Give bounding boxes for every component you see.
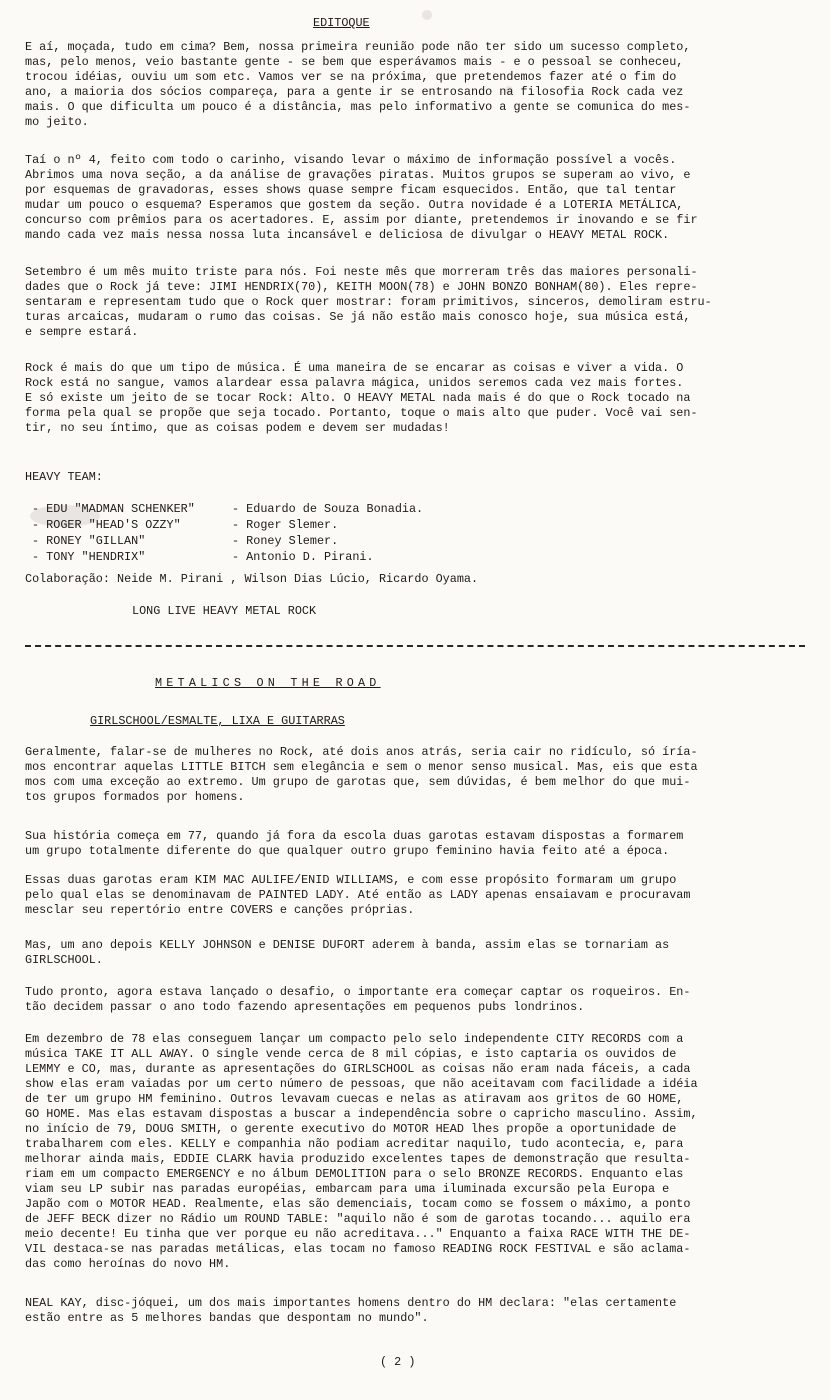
ink-smudge bbox=[422, 10, 432, 20]
article-paragraph: NEAL KAY, disc-jóquei, um dos mais importantes homens dentro do HM declara: "elas certamente estão entre as 5 melhores bandas que despontam no mundo". bbox=[25, 1296, 677, 1325]
editorial-paragraph: Taí o nº 4, feito com todo o carinho, visando levar o máximo de informação possível a vocês. Abrimos uma nova seção, a da análise de gravações piratas. Muitos grupos se superam ao vivo, e por esquemas de gravadoras, esses shows quase sempre ficam esquecidos. Então, que tal tentar mudar um pouco o esquema? Esperamos que gostem da seção. Outra novidade é a LOTERIA METÁLICA, concurso com prêmios para os acertadores. E, assim por diante, pretendemos ir inovando e se fir mando cada vez mais nessa nossa luta incansável e deliciosa de divulgar o HEAVY METAL ROCK. bbox=[25, 153, 698, 242]
article-paragraph: Em dezembro de 78 elas conseguem lançar um compacto pelo selo independente CITY RECORDS com a música TAKE IT ALL AWAY. O single vende cerca de 8 mil cópias, e isto captaria os ouvidos de LEMMY e CO, mas, durante as apresentações do GIRLSCHOOL as coisas não eram nada fáceis, a cada show elas eram vaiadas por um certo número de pessoas, que não aceitavam com facilidade a idéia de ter um grupo HM feminino. Outros levavam cuecas e nelas as atiravam aos gritos de GO HOME, GO HOME. Mas elas estavam dispostas a buscar a independência sobre o capricho masculino. Assim, no início de 79, DOUG SMITH, o gerente executivo do MOTOR HEAD lhes propõe a oportunidade de trabalharem com eles. KELLY e companhia não podiam acreditar naquilo, tudo acontecia, e, para melhorar ainda mais, EDDIE CLARK havia produzido excelentes tapes de demonstração que resulta- riam em um compacto EMERGENCY e no álbum DEMOLITION para o selo BRONZE RECORDS. Enquanto elas viam seu LP subir nas paradas européias, embarcam para uma iluminada excursão pela Europa e Japão com o MOTOR HEAD. Realmente, elas são demenciais, tocam como se fossem o máximo, a ponto de JEFF BECK dizer no Rádio um ROUND TABLE: "aquilo não é som de garotas tocando... aquilo era meio decente! Eu tinha que ver porque eu não acreditava..." Enquanto a faixa RACE WITH THE DE- VIL destaca-se nas paradas metálicas, elas tocam no famoso READING ROCK FESTIVAL e são aclama- das como heroínas do novo HM. bbox=[25, 1032, 698, 1271]
article-paragraph: Geralmente, falar-se de mulheres no Rock, até dois anos atrás, seria cair no ridículo, só íría- mos encontrar aquelas LITTLE BITCH sem elegância e sem o menor senso musical. Mas, eis que esta mos com uma exceção ao extremo. Um grupo de garotas que, sem dúvidas, é bem melhor do que mui- tos grupos formados por homens. bbox=[25, 745, 698, 804]
team-member bbox=[32, 502, 552, 517]
section-divider bbox=[25, 645, 805, 647]
team-member bbox=[32, 518, 552, 533]
article-paragraph: Mas, um ano depois KELLY JOHNSON e DENISE DUFORT aderem à banda, assim elas se tornariam as GIRLSCHOOL. bbox=[25, 938, 670, 967]
article-paragraph: Sua história começa em 77, quando já fora da escola duas garotas estavam dispostas a formarem um grupo totalmente diferente do que qualquer outro grupo feminino havia feito até a época. bbox=[25, 829, 684, 858]
team-member-name: - Antonio D. Pirani. bbox=[232, 550, 374, 564]
team-member-name: - Roger Slemer. bbox=[232, 518, 339, 532]
team-member bbox=[32, 534, 552, 549]
team-member-alias: - RONEY "GILLAN" bbox=[32, 534, 146, 548]
editorial-paragraph: Rock é mais do que um tipo de música. É uma maneira de se encarar as coisas e viver a vida. O Rock está no sangue, vamos alardear essa palavra mágica, unidos seremos cada vez mais fortes. E só existe um jeito de se tocar Rock: Alto. O HEAVY METAL nada mais é do que o Rock tocado na forma pela qual se propõe que seja tocado. Portanto, toque o mais alto que puder. Você vai sen- tir, no seu íntimo, que as coisas podem e devem ser mudadas! bbox=[25, 361, 698, 435]
team-label: HEAVY TEAM: bbox=[25, 470, 103, 484]
collaboration-credits: Colaboração: Neide M. Pirani , Wilson Dias Lúcio, Ricardo Oyama. bbox=[25, 572, 479, 586]
team-member-alias: - EDU "MADMAN SCHENKER" bbox=[32, 502, 195, 516]
editorial-title: EDITOQUE bbox=[313, 16, 370, 30]
team-member-alias: - TONY "HENDRIX" bbox=[32, 550, 146, 564]
team-member bbox=[32, 550, 552, 565]
article-paragraph: Essas duas garotas eram KIM MAC AULIFE/ENID WILLIAMS, e com esse propósito formaram um grupo pelo qual elas se denominavam de PAINTED LADY. Até então as LADY apenas ensaiavam e procuravam mesclar seu repertório entre COVERS e canções próprias. bbox=[25, 873, 691, 917]
slogan: LONG LIVE HEAVY METAL ROCK bbox=[132, 604, 317, 618]
article-paragraph: Tudo pronto, agora estava lançado o desafio, o importante era começar captar os roqueiros. En- tão decidem passar o ano todo fazendo apresentações em pequenos pubs londrinos. bbox=[25, 985, 691, 1014]
team-member-name: - Roney Slemer. bbox=[232, 534, 339, 548]
editorial-paragraph: Setembro é um mês muito triste para nós. Foi neste mês que morreram três das maiores personali- dades que o Rock já teve: JIMI HENDRIX(70), KEITH MOON(78) e JOHN BONZO BONHAM(80). Eles repre- sentaram e representam tudo que o Rock quer mostrar: foram primitivos, sinceros, demoliram estru- turas arcaicas, mudaram o rumo das coisas. Se já não estão mais conosco hoje, sua música está, e sempre estará. bbox=[25, 265, 712, 339]
team-member-alias: - ROGER "HEAD'S OZZY" bbox=[32, 518, 181, 532]
section-title: METALICS ON THE ROAD bbox=[155, 676, 381, 690]
team-member-name: - Eduardo de Souza Bonadia. bbox=[232, 502, 424, 516]
page-number: ( 2 ) bbox=[380, 1355, 416, 1369]
article-title: GIRLSCHOOL/ESMALTE, LIXA E GUITARRAS bbox=[90, 714, 345, 728]
editorial-paragraph: E aí, moçada, tudo em cima? Bem, nossa primeira reunião pode não ter sido um sucesso completo, mas, pelo menos, veio bastante gente - se bem que esperávamos mais - e o pessoal se conheceu, trocou idéias, ouviu um som etc. Vamos ver se na próxima, que pretendemos fazer até o fim do ano, a maioria dos sócios compareça, para a gente ir se entrosando na filosofia Rock cada vez mais. O que dificulta um pouco é a distância, mas pelo informativo a gente se comunica do mes- mo jeito. bbox=[25, 40, 691, 129]
